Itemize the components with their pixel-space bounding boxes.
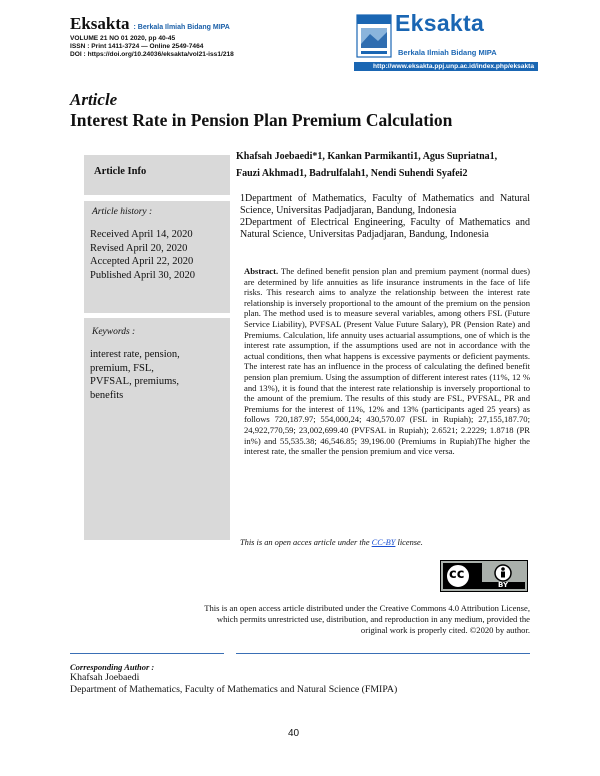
journal-url[interactable]: http://www.eksakta.ppj.unp.ac.id/index.php/eksakta xyxy=(354,62,538,71)
divider xyxy=(70,653,224,654)
paper-title: Interest Rate in Pension Plan Premium Calculation xyxy=(70,110,453,130)
keyword-line: PVFSAL, premiums, xyxy=(90,376,179,387)
issn-line: ISSN : Print 1411-3724 — Online 2549-7464 xyxy=(70,43,204,50)
by-label: BY xyxy=(498,581,509,589)
brand-subtitle: Berkala Ilmiah Bidang MIPA xyxy=(398,48,497,57)
article-history-list xyxy=(90,228,195,282)
authors-line-2: Fauzi Akhmad1, Badrulfalah1, Nendi Suhendi Syafei2 xyxy=(236,168,468,179)
journal-header xyxy=(70,14,340,34)
affiliation-1: 1Department of Mathematics, Faculty of Mathematics and Natural Science, Universitas Padjadjaran, Bandung, Indonesia xyxy=(240,193,530,216)
keywords-list xyxy=(90,348,180,402)
journal-name: Eksakta xyxy=(70,14,130,33)
journal-meta xyxy=(70,35,340,59)
journal-tagline: : Berkala Ilmiah Bidang MIPA xyxy=(133,24,230,31)
history-revised: Revised April 20, 2020 xyxy=(90,242,188,254)
corresponding-author xyxy=(70,662,530,696)
keywords-label: Keywords : xyxy=(92,327,136,337)
authors-line-1: Khafsah Joebaedi*1, Kankan Parmikanti1, Agus Supriatna1, xyxy=(236,151,498,162)
keyword-line: benefits xyxy=(90,389,124,401)
article-history-box xyxy=(84,201,230,313)
history-received: Received April 14, 2020 xyxy=(90,229,193,240)
article-info-header xyxy=(84,155,230,195)
history-accepted: Accepted April 22, 2020 xyxy=(90,256,194,267)
cc-label: cc xyxy=(449,567,465,582)
cc-by-link[interactable]: CC-BY xyxy=(371,538,396,547)
author-list xyxy=(236,148,536,182)
divider xyxy=(236,653,530,654)
keyword-line: premium, FSL, xyxy=(90,362,154,374)
corresponding-label: Corresponding Author : xyxy=(70,662,155,672)
article-info-heading: Article Info xyxy=(94,166,147,177)
abstract-label: Abstract. xyxy=(244,266,279,276)
keyword-line: interest rate, pension, xyxy=(90,349,180,360)
license-line: This is an open access article distributed under the Creative Commons 4.0 Attribution License, xyxy=(204,603,530,613)
corresponding-name: Khafsah Joebaedi xyxy=(70,672,140,683)
cc-by-badge[interactable] xyxy=(440,560,528,592)
open-access-note xyxy=(240,538,530,547)
oa-suffix: license. xyxy=(395,538,423,547)
affiliations xyxy=(240,193,530,241)
affiliation-2: 2Department of Electrical Engineering, Faculty of Mathematics and Natural Science, Universitas Padjadjaran, Bandung, Indonesia xyxy=(240,217,530,240)
history-published: Published April 30, 2020 xyxy=(90,269,196,281)
article-history-label: Article history : xyxy=(92,207,153,217)
volume-line: VOLUME 21 NO 01 2020, pp 40-45 xyxy=(70,35,176,42)
doi-line: DOI : https://doi.org/10.24036/eksakta/vol21-iss1/218 xyxy=(70,51,234,58)
oa-prefix: This is an open acces article under the xyxy=(240,538,372,547)
license-text xyxy=(120,603,530,636)
brand-logo-text: Eksakta xyxy=(395,10,485,36)
keywords-box xyxy=(84,318,230,540)
corresponding-dept: Department of Mathematics, Faculty of Mathematics and Natural Science (FMIPA) xyxy=(70,684,398,695)
license-line: original work is properly cited. ©2020 by author. xyxy=(360,625,530,635)
abstract xyxy=(244,266,530,457)
page-number: 40 xyxy=(288,728,300,739)
journal-cover-icon xyxy=(356,14,392,58)
abstract-text: The defined benefit pension plan and premium payment (normal dues) are determined by life annuities as life insurance instruments in the face of life risks. This research aims to analyze the relationship between the interest rate relationship is inversely proportional to the amount of the premium on the pension plan. The method used is to measure several variables, among others FSL (Future Service Liability), PVFSAL (Present Value Future Salary), PR (Pension Rate) and Premiums. Calculation, life annuity uses actuarial assumptions, one of which is the interest rate assumption, if the assumptions used are not in accordance with the actual conditions, then what happens is excessive payments or deficient payments. The interest rate has an influence in the process of calculating the defined benefit pension plan premium. Using the assumption of different interest rates (11%, 12 % and 13%), it is found that the interest rate relationship is inversely proportional to the amount of the premium. The results of this study are FSL, PVFSAL, PR and Premiums for the interest of 11%, 12% and 13% (participants aged 25 years) as follows 720,187.97; 554,000,24; 430,570.07 (FSL in Rupiah); 27,155,187.70; 24,922,770,59; 23,002,699.40 (PVFSAL in Rupiah); 2.6521; 2.2229; 1.8718 (PR in%) and 55,535.38; 46,546.85; 39,196.00 (Premiums in Rupiah)The higher the interest rate, the smaller the pension premium and vice versa. xyxy=(244,266,530,457)
article-type-label: Article xyxy=(70,90,118,109)
license-line: which permits unrestricted use, distribution, and reproduction in any medium, provided the xyxy=(216,614,530,624)
